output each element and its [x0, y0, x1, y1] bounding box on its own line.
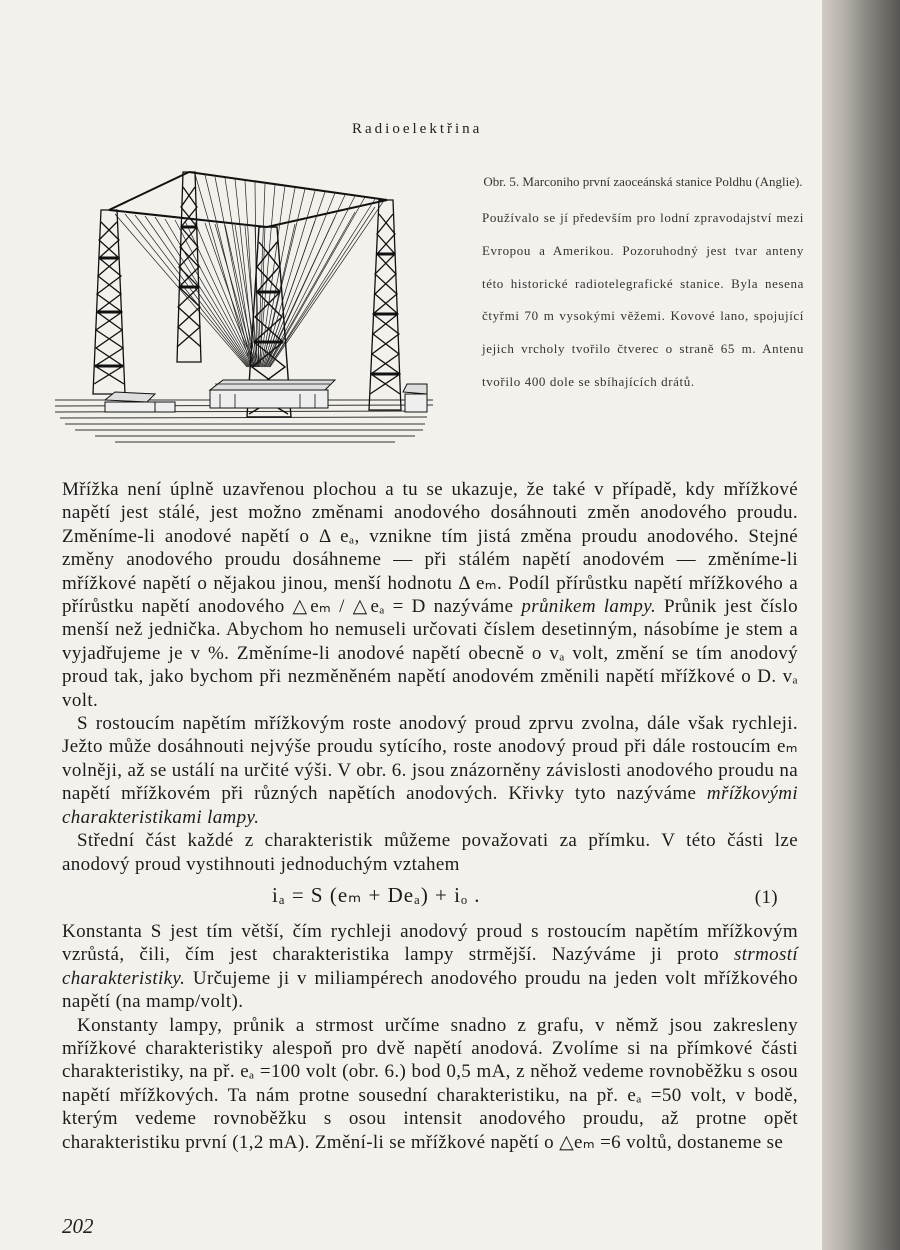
paragraph-1-rest: Průnik jest číslo menší než jednička. Abychom ho nemuseli určovati číslem desetinným, násobíme je stem a vyjadřujeme je v %. Změníme-li anodové napětí obecně o vₐ volt, změní se tím anodový proud tak, jako bychom při nezměněném napětí anodovém změnili napětí mřížkové o D. vₐ volt. [62, 596, 798, 711]
antenna-towers-drawing [55, 162, 435, 462]
caption-title: Obr. 5. Marconiho první zaoceánská stanice Poldhu (Anglie). [483, 174, 803, 189]
figure-caption [482, 165, 804, 399]
paragraph-3: Střední část každé z charakteristik můžeme považovati za přímku. V této části lze anodový proud vystihnouti jednoduchým vztahem [62, 830, 798, 875]
paragraph-2 [62, 712, 798, 829]
paragraph-4 [62, 920, 798, 1014]
page-binding-shadow [822, 0, 900, 1250]
paragraph-1-text: Mřížka není úplně uzavřenou plochou a tu se ukazuje, že také v případě, kdy mřížkové napětí jest stálé, jest možno změnami anodového dosáhnouti změn anodového proudu. Změníme-li anodové napětí o Δ eₐ, vznikne tím jistá změna proudu anodového. Stejné změny anodového proudu dosáhneme — při stálém napětí anodovém — změníme-li mřížkové napětí o nějakou jinou, menší hodnotu Δ eₘ. Podíl přírůstku napětí mřížkového a přírůstku napětí anodového △eₘ / △eₐ = D nazýváme [62, 479, 798, 618]
term-strmost: strmostí charakteristiky. [62, 944, 798, 989]
paragraph-4-rest: Určujeme ji v miliampérech anodového proudu na jeden volt mřížkového napětí (na mamp/volt). [62, 967, 798, 1013]
formula-number: (1) [754, 886, 778, 908]
page-number: 202 [62, 1214, 94, 1238]
formula: iₐ = S (eₘ + Deₐ) + iₒ . [272, 882, 481, 907]
paragraph-5: Konstanty lampy, průnik a strmost určíme snadno z grafu, v němž jsou zakresleny mřížkové charakteristiky alespoň pro dvě napětí anodová. Zvolíme si na přímkové části charakteristiky, na př. eₐ =100 volt (obr. 6.) bod 0,5 mA, z něhož vedeme rovnoběžku s osou napětí mřížkových. Ta nám protne sousední charakteristiku, na př. eₐ =50 volt, v bodě, kterým vedeme rovnoběžku s osou intensit anodového proudu, až protne opět charakteristiku první (1,2 mA). Změní-li se mřížkové napětí o △eₘ =6 voltů, dostaneme se [62, 1014, 798, 1153]
paragraph-2-text: S rostoucím napětím mřížkovým roste anodový proud zprvu zvolna, dále však rychleji. Ježto může dosáhnouti nejvýše proudu sytícího, roste anodový proud při dále rostoucím eₘ volněji, až se ustálí na určité výši. V obr. 6. jsou znázorněny závislosti anodového proudu na napětí mřížkovém při různých napětích anodových. Křivky tyto nazýváme [62, 713, 798, 805]
caption-text: Používalo se jí především pro lodní zpravodajství mezi Evropou a Amerikou. Pozoruhodný jest tvar anteny této historické radiotelegrafické stanice. Byla nesena čtyřmi 70 m vysokými věžemi. Kovové lano, spojující jejich vrcholy tvořilo čtverec o straně 65 m. Antenu tvořilo 400 dole se sbíhajících drátů. [482, 210, 804, 389]
running-header: Radioelektřina [352, 121, 483, 137]
marconi-station-illustration [55, 162, 435, 462]
paragraph-4-text: Konstanta S jest tím větší, čím rychleji anodový proud s rostoucím napětím mřížkovým vzrůstá, čili, čím jest charakteristika lampy strmější. Nazýváme ji proto [62, 920, 798, 966]
paragraph-1 [62, 478, 798, 712]
main-text [62, 478, 798, 1154]
term-prunik: průnikem lampy. [521, 596, 657, 618]
formula-block [62, 878, 798, 916]
term-charakteristiky: mřížkovými charakteristikami lampy. [62, 783, 798, 828]
